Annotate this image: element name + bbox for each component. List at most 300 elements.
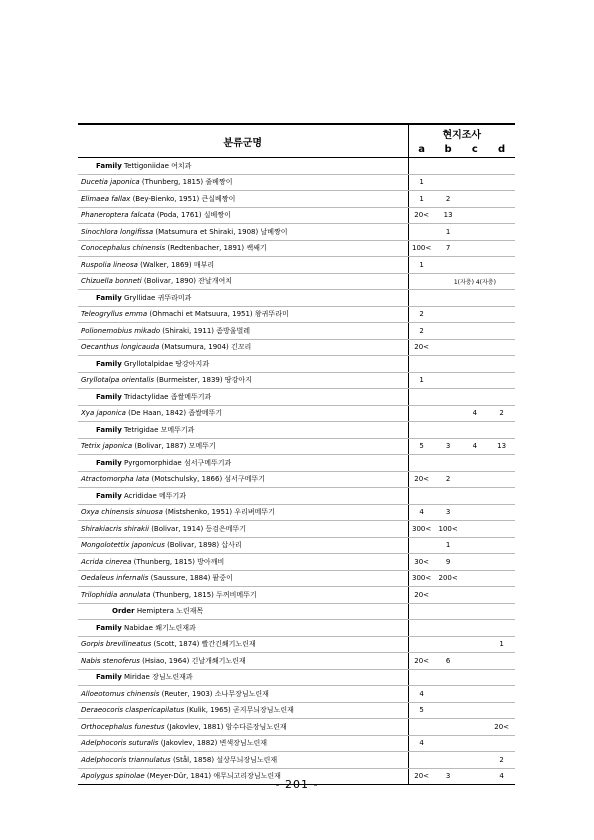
scientific-name: Xya japonica <box>81 409 126 418</box>
count-site-b <box>435 587 462 604</box>
species-cell <box>78 570 408 587</box>
count-site-a: 2 <box>408 306 435 323</box>
scientific-name: Adelphocoris suturalis <box>81 739 159 748</box>
author-citation: (Bey-Bienko, 1951) <box>132 194 200 203</box>
family-row <box>78 455 515 472</box>
korean-name: 모메뚜기 <box>188 442 216 451</box>
species-row <box>78 686 515 703</box>
scientific-name: Phaneroptera falcata <box>81 211 155 220</box>
count-site-d <box>488 686 515 703</box>
author-citation: (Meyer-Dür, 1841) <box>146 772 212 781</box>
korean-name: 장님노린재과 <box>152 673 193 682</box>
family-row <box>78 488 515 505</box>
family-cell <box>78 158 408 175</box>
korean-name: 노린재목 <box>176 607 204 616</box>
count-site-b: 13 <box>435 207 462 224</box>
author-citation: (Burmeister, 1839) <box>156 376 223 385</box>
count-site-c <box>462 471 489 488</box>
value-cell <box>408 158 435 175</box>
count-site-c <box>462 323 489 340</box>
species-row <box>78 405 515 422</box>
count-site-d: 20< <box>488 719 515 736</box>
author-citation: (Saussure, 1884) <box>150 574 211 583</box>
count-site-b <box>435 735 462 752</box>
count-site-a: 4 <box>408 686 435 703</box>
species-cell <box>78 504 408 521</box>
count-site-b: 3 <box>435 438 462 455</box>
korean-name: 왕귀뚜라미 <box>254 310 289 319</box>
count-site-c <box>462 653 489 670</box>
scientific-name: Mongolotettix japonicus <box>81 541 165 550</box>
count-site-a: 5 <box>408 702 435 719</box>
count-site-a: 2 <box>408 323 435 340</box>
family-row <box>78 422 515 439</box>
count-site-a: 20< <box>408 653 435 670</box>
species-cell <box>78 191 408 208</box>
species-cell <box>78 719 408 736</box>
korean-name: 긴꼬리 <box>231 343 252 352</box>
author-citation: (Redtenbacher, 1891) <box>167 244 245 253</box>
species-table <box>78 123 515 785</box>
count-site-c <box>462 636 489 653</box>
species-cell <box>78 735 408 752</box>
korean-name: 곧지무늬장님노린재 <box>233 706 294 715</box>
rank-label: Order <box>112 607 135 616</box>
value-cell <box>435 488 462 505</box>
count-site-a <box>408 719 435 736</box>
species-row <box>78 306 515 323</box>
taxon-name: Gryllidae <box>124 293 156 302</box>
count-site-c <box>462 191 489 208</box>
taxon-name: Gryllotalpidae <box>124 359 174 368</box>
value-cell <box>488 455 515 472</box>
value-cell <box>408 488 435 505</box>
species-cell <box>78 438 408 455</box>
species-row <box>78 339 515 356</box>
author-citation: (Motschulsky, 1866) <box>151 475 223 484</box>
value-cell <box>435 356 462 373</box>
species-cell <box>78 257 408 274</box>
korean-name: 여치과 <box>171 161 192 170</box>
species-row <box>78 471 515 488</box>
scientific-name: Orthocephalus funestus <box>81 722 165 731</box>
family-cell <box>78 669 408 686</box>
species-cell <box>78 405 408 422</box>
korean-name: 땅강아지과 <box>175 359 210 368</box>
korean-name: 팥중이 <box>212 574 233 583</box>
count-site-d <box>488 257 515 274</box>
count-site-b: 9 <box>435 554 462 571</box>
count-site-d <box>488 537 515 554</box>
species-row <box>78 554 515 571</box>
species-cell <box>78 323 408 340</box>
count-site-a: 30< <box>408 554 435 571</box>
family-row <box>78 389 515 406</box>
scientific-name: Oxya chinensis sinuosa <box>81 508 163 517</box>
species-row <box>78 636 515 653</box>
count-site-c <box>462 554 489 571</box>
value-cell <box>408 603 435 620</box>
value-cell <box>488 158 515 175</box>
korean-name: 쌕쌔기 <box>246 244 267 253</box>
scientific-name: Gryllotalpa orientalis <box>81 376 154 385</box>
scientific-name: Apolygus spinolae <box>81 772 145 781</box>
species-row <box>78 323 515 340</box>
count-site-c <box>462 719 489 736</box>
author-citation: (Bolivar, 1898) <box>167 541 220 550</box>
value-cell <box>462 389 489 406</box>
korean-name: 설상무늬장님노린재 <box>216 755 278 764</box>
value-cell <box>435 158 462 175</box>
value-cell <box>488 356 515 373</box>
family-cell <box>78 455 408 472</box>
author-citation: (Matsumura, 1904) <box>161 343 229 352</box>
count-site-c <box>462 224 489 241</box>
count-site-d: 13 <box>488 438 515 455</box>
taxon-name: Nabidae <box>124 623 153 632</box>
species-cell <box>78 273 408 290</box>
species-cell <box>78 240 408 257</box>
count-site-c <box>462 306 489 323</box>
scientific-name: Oedaleus infernalis <box>81 574 149 583</box>
korean-name: 좁쌀메뚜기 <box>188 409 223 418</box>
scientific-name: Ducetia japonica <box>81 178 140 187</box>
taxon-name: Pyrgomorphidae <box>124 458 182 467</box>
family-cell <box>78 389 408 406</box>
count-site-b: 3 <box>435 504 462 521</box>
species-cell <box>78 752 408 769</box>
count-site-a: 4 <box>408 735 435 752</box>
count-site-c <box>462 537 489 554</box>
count-site-a: 20< <box>408 207 435 224</box>
author-citation: (Hsiao, 1964) <box>142 656 190 665</box>
count-site-d <box>488 240 515 257</box>
scientific-name: Shirakiacris shirakii <box>81 524 149 533</box>
rank-label: Family <box>96 161 122 170</box>
korean-name: 좀방울벌레 <box>216 326 251 335</box>
table-body <box>78 158 515 785</box>
korean-name: 섬서구메뚜기과 <box>183 458 232 467</box>
count-site-c <box>462 735 489 752</box>
count-site-d <box>488 174 515 191</box>
author-citation: (Walker, 1869) <box>140 260 192 269</box>
count-site-d: 1 <box>488 636 515 653</box>
count-site-d <box>488 521 515 538</box>
value-cell <box>435 603 462 620</box>
page-number: - 201 - <box>275 778 319 791</box>
value-cell <box>488 488 515 505</box>
korean-name: 좁쌀메뚜기과 <box>170 392 212 401</box>
species-cell <box>78 686 408 703</box>
value-cell <box>488 603 515 620</box>
count-site-d <box>488 653 515 670</box>
value-cell <box>435 620 462 637</box>
value-cell <box>488 290 515 307</box>
value-cell <box>408 620 435 637</box>
count-site-a: 1 <box>408 174 435 191</box>
korean-name: 긴날개쐐기노린재 <box>191 656 246 665</box>
species-cell <box>78 207 408 224</box>
scientific-name: Ruspolia lineosa <box>81 260 138 269</box>
count-site-d <box>488 735 515 752</box>
count-site-b <box>435 636 462 653</box>
taxon-name: Tetrigidae <box>124 425 159 434</box>
species-row <box>78 240 515 257</box>
author-citation: (Bolivar, 1890) <box>143 277 196 286</box>
korean-name: 두꺼비메뚜기 <box>216 590 257 599</box>
count-site-d <box>488 504 515 521</box>
count-site-d <box>488 207 515 224</box>
scientific-name: Conocephalus chinensis <box>81 244 166 253</box>
species-row <box>78 752 515 769</box>
count-site-d: 2 <box>488 752 515 769</box>
species-row <box>78 257 515 274</box>
scientific-name: Sinochlora longifissa <box>81 227 154 236</box>
count-site-a: 20< <box>408 768 435 785</box>
species-row <box>78 702 515 719</box>
species-cell <box>78 537 408 554</box>
author-citation: (Scott, 1874) <box>153 640 200 649</box>
species-cell <box>78 339 408 356</box>
author-citation: (Reuter, 1903) <box>161 689 213 698</box>
author-citation: (De Haan, 1842) <box>128 409 187 418</box>
scientific-name: Nabis stenoferus <box>81 656 140 665</box>
count-site-b <box>435 405 462 422</box>
family-row <box>78 158 515 175</box>
species-cell <box>78 521 408 538</box>
count-site-a: 100< <box>408 240 435 257</box>
value-cell <box>408 389 435 406</box>
value-cell <box>462 488 489 505</box>
count-site-b: 2 <box>435 471 462 488</box>
rank-label: Family <box>96 293 122 302</box>
scientific-name: Teleogryllus emma <box>81 310 148 319</box>
author-citation: (Bolivar, 1914) <box>151 524 204 533</box>
value-cell <box>435 455 462 472</box>
species-cell <box>78 306 408 323</box>
species-row <box>78 653 515 670</box>
rank-label: Family <box>96 673 122 682</box>
count-site-d <box>488 471 515 488</box>
family-row <box>78 669 515 686</box>
species-cell <box>78 702 408 719</box>
count-site-a <box>408 537 435 554</box>
count-site-a <box>408 636 435 653</box>
count-site-d <box>488 570 515 587</box>
count-site-b: 200< <box>435 570 462 587</box>
value-cell <box>462 455 489 472</box>
count-site-d <box>488 323 515 340</box>
count-site-c <box>462 504 489 521</box>
count-site-b <box>435 174 462 191</box>
header-site-d: d <box>488 141 515 158</box>
value-cell <box>462 158 489 175</box>
count-site-a: 1 <box>408 372 435 389</box>
korean-name: 빨간긴쐐기노린재 <box>201 640 256 649</box>
count-site-d <box>488 372 515 389</box>
value-cell <box>462 603 489 620</box>
count-site-a: 4 <box>408 504 435 521</box>
korean-name: 메뚜기과 <box>159 491 187 500</box>
species-row <box>78 587 515 604</box>
count-site-c <box>462 174 489 191</box>
count-site-d <box>488 702 515 719</box>
value-cell <box>488 422 515 439</box>
value-cell <box>408 455 435 472</box>
species-cell <box>78 224 408 241</box>
author-citation: (Stål, 1858) <box>172 755 215 764</box>
count-site-c <box>462 702 489 719</box>
scientific-name: Atractomorpha lata <box>81 475 150 484</box>
species-row <box>78 521 515 538</box>
count-site-d <box>488 339 515 356</box>
value-cell <box>488 389 515 406</box>
scientific-name: Polionemobius mikado <box>81 326 161 335</box>
scientific-name: Tetrix japonica <box>81 442 133 451</box>
count-site-c <box>462 570 489 587</box>
header-site-group: 현지조사 <box>408 124 515 141</box>
value-cell <box>462 422 489 439</box>
author-citation: (Ohmachi et Matsuura, 1951) <box>149 310 253 319</box>
count-site-a: 1 <box>408 257 435 274</box>
family-cell <box>78 422 408 439</box>
species-row <box>78 224 515 241</box>
taxon-name: Tettigoniidae <box>124 161 169 170</box>
author-citation: (Kulik, 1965) <box>186 706 231 715</box>
korean-name: 매부리 <box>193 260 215 269</box>
value-cell <box>408 356 435 373</box>
author-citation: (Mistshenko, 1951) <box>165 508 233 517</box>
species-cell <box>78 174 408 191</box>
value-cell <box>462 290 489 307</box>
species-cell <box>78 636 408 653</box>
author-citation: (Bolivar, 1887) <box>134 442 187 451</box>
count-site-b: 7 <box>435 240 462 257</box>
korean-name: 잔날개여치 <box>198 277 232 286</box>
count-site-b <box>435 702 462 719</box>
value-cell <box>435 669 462 686</box>
count-site-c <box>462 207 489 224</box>
author-citation: (Matsumura et Shiraki, 1908) <box>155 227 259 236</box>
korean-name: 변색장님노린재 <box>219 739 267 748</box>
count-site-c <box>462 372 489 389</box>
family-cell <box>78 620 408 637</box>
count-site-b <box>435 719 462 736</box>
header-site-a: a <box>408 141 435 158</box>
count-site-b <box>435 323 462 340</box>
species-table-container <box>78 123 515 785</box>
header-site-b: b <box>435 141 462 158</box>
species-cell <box>78 587 408 604</box>
value-cell <box>408 669 435 686</box>
count-site-b <box>435 306 462 323</box>
taxon-name: Acrididae <box>124 491 157 500</box>
korean-name: 큰실베짱이 <box>201 194 236 203</box>
count-site-b: 3 <box>435 768 462 785</box>
author-citation: (Thunberg, 1815) <box>152 590 214 599</box>
value-cell <box>435 422 462 439</box>
header-site-c: c <box>462 141 489 158</box>
species-cell <box>78 372 408 389</box>
species-row <box>78 174 515 191</box>
count-site-d <box>488 554 515 571</box>
value-cell <box>488 620 515 637</box>
order-row <box>78 603 515 620</box>
family-cell <box>78 290 408 307</box>
count-site-c <box>462 257 489 274</box>
header-category: 분류군명 <box>78 124 408 158</box>
count-site-a: 300< <box>408 521 435 538</box>
count-site-c <box>462 752 489 769</box>
count-site-a: 5 <box>408 438 435 455</box>
value-cell <box>462 669 489 686</box>
family-row <box>78 356 515 373</box>
value-cell <box>462 620 489 637</box>
order-cell <box>78 603 408 620</box>
count-site-b: 100< <box>435 521 462 538</box>
taxon-name: Tridactylidae <box>124 392 169 401</box>
count-site-a: 20< <box>408 339 435 356</box>
species-row <box>78 207 515 224</box>
author-citation: (Jakovlev, 1881) <box>166 722 224 731</box>
count-site-c <box>462 240 489 257</box>
taxon-name: Hemiptera <box>136 607 174 616</box>
scientific-name: Deraeocoris claspericapilatus <box>81 706 185 715</box>
author-citation: (Thunberg, 1815) <box>141 178 204 187</box>
korean-name: 실베짱이 <box>203 211 231 220</box>
species-cell <box>78 471 408 488</box>
count-site-c <box>462 521 489 538</box>
korean-name: 귀뚜라미과 <box>157 293 192 302</box>
rank-label: Family <box>96 359 122 368</box>
count-site-b <box>435 372 462 389</box>
value-cell <box>408 290 435 307</box>
count-site-b <box>435 752 462 769</box>
count-site-c <box>462 686 489 703</box>
count-site-a: 20< <box>408 471 435 488</box>
scientific-name: Acrida cinerea <box>81 557 132 566</box>
count-site-d <box>488 587 515 604</box>
count-site-b <box>435 686 462 703</box>
scientific-name: Adelphocoris triannulatus <box>81 755 171 764</box>
rank-label: Family <box>96 458 122 467</box>
korean-name: 애무늬고리장님노린재 <box>213 772 281 781</box>
merged-value-cell: 1(자충) 4(자충) <box>435 273 515 290</box>
count-site-a <box>408 224 435 241</box>
count-site-b: 6 <box>435 653 462 670</box>
species-row <box>78 191 515 208</box>
scientific-name: Gorpis brevilineatus <box>81 640 152 649</box>
species-row <box>78 273 515 290</box>
author-citation: (Thunberg, 1815) <box>133 557 195 566</box>
value-cell <box>488 669 515 686</box>
scientific-name: Oecanthus longicauda <box>81 343 160 352</box>
korean-name: 날베짱이 <box>260 227 288 236</box>
family-cell <box>78 356 408 373</box>
value-cell <box>408 273 435 290</box>
count-site-a <box>408 405 435 422</box>
rank-label: Family <box>96 623 122 632</box>
family-cell <box>78 488 408 505</box>
korean-name: 줄베짱이 <box>205 178 233 187</box>
taxon-name: Miridae <box>124 673 150 682</box>
rank-label: Family <box>96 425 122 434</box>
scientific-name: Alloeotomus chinensis <box>81 689 160 698</box>
author-citation: (Shiraki, 1911) <box>162 326 215 335</box>
count-site-b: 1 <box>435 537 462 554</box>
species-row <box>78 438 515 455</box>
korean-name: 소나무장님노린재 <box>214 689 269 698</box>
